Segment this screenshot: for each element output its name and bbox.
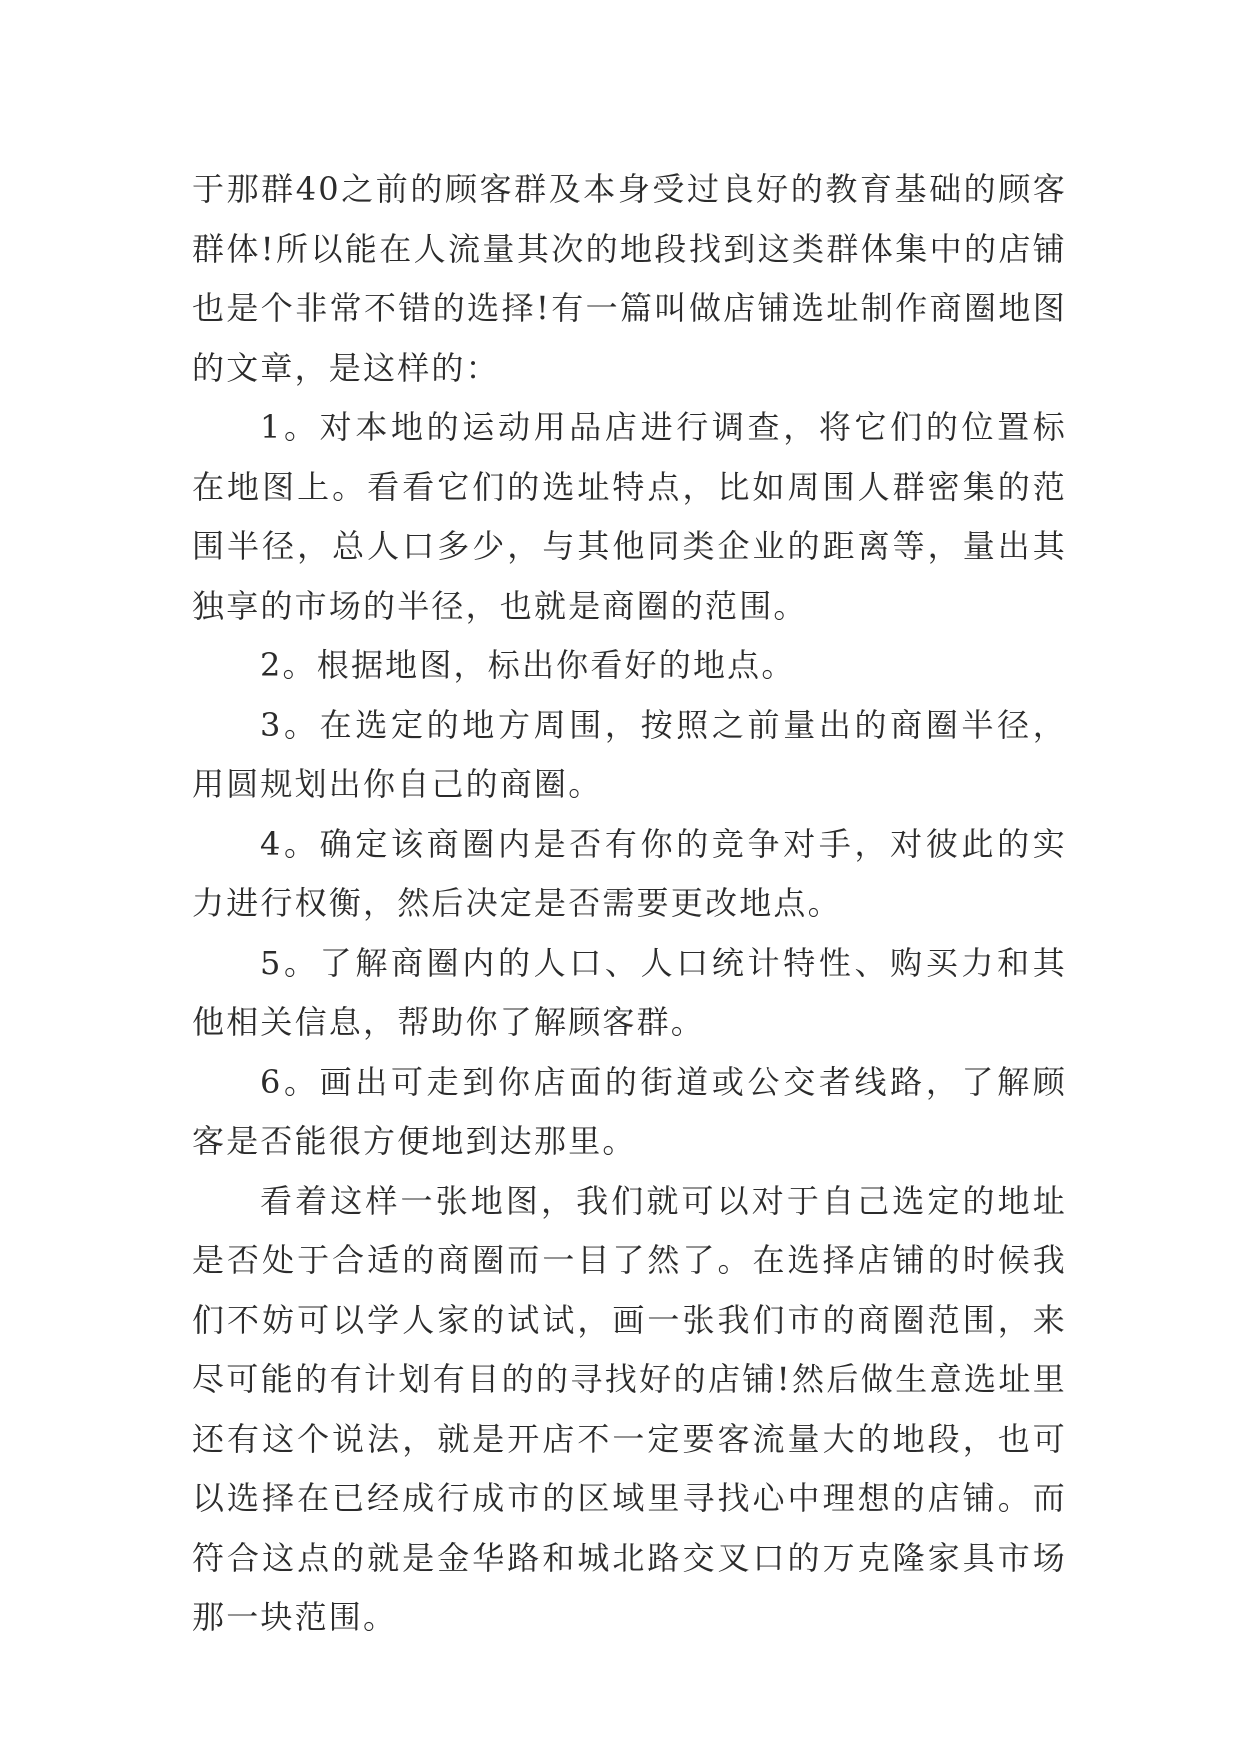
- paragraph-step-5: 5。了解商圈内的人口、人口统计特性、购买力和其他相关信息，帮助你了解顾客群。: [192, 943, 1067, 1041]
- paragraph-step-3: 3。在选定的地方周围，按照之前量出的商圈半径，用圆规划出你自己的商圈。: [192, 705, 1067, 803]
- paragraph-step-1: 1。对本地的运动用品店进行调查，将它们的位置标在地图上。看看它们的选址特点，比如周围人群密集的范围半径，总人口多少，与其他同类企业的距离等，量出其独享的市场的半径，也就是商圈的范围。: [192, 408, 1067, 625]
- document-body: [192, 160, 1067, 1648]
- paragraph-conclusion: 看着这样一张地图，我们就可以对于自己选定的地址是否处于合适的商圈而一目了然了。在选择店铺的时候我们不妨可以学人家的试试，画一张我们市的商圈范围，来尽可能的有计划有目的的寻找好的店铺!然后做生意选址里还有这个说法，就是开店不一定要客流量大的地段，也可以选择在已经成行成市的区域里寻找心中理想的店铺。而符合这点的就是金华路和城北路交叉口的万克隆家具市场那一块范围。: [192, 1181, 1067, 1636]
- paragraph-step-2: 2。根据地图，标出你看好的地点。: [260, 646, 796, 684]
- paragraph-intro: 于那群40之前的顾客群及本身受过良好的教育基础的顾客群体!所以能在人流量其次的地段找到这类群体集中的店铺也是个非常不错的选择!有一篇叫做店铺选址制作商圈地图的文章，是这样的：: [192, 170, 1067, 387]
- paragraph-step-4: 4。确定该商圈内是否有你的竞争对手，对彼此的实力进行权衡，然后决定是否需要更改地点。: [192, 824, 1067, 922]
- paragraph-step-6: 6。画出可走到你店面的街道或公交者线路，了解顾客是否能很方便地到达那里。: [192, 1062, 1067, 1160]
